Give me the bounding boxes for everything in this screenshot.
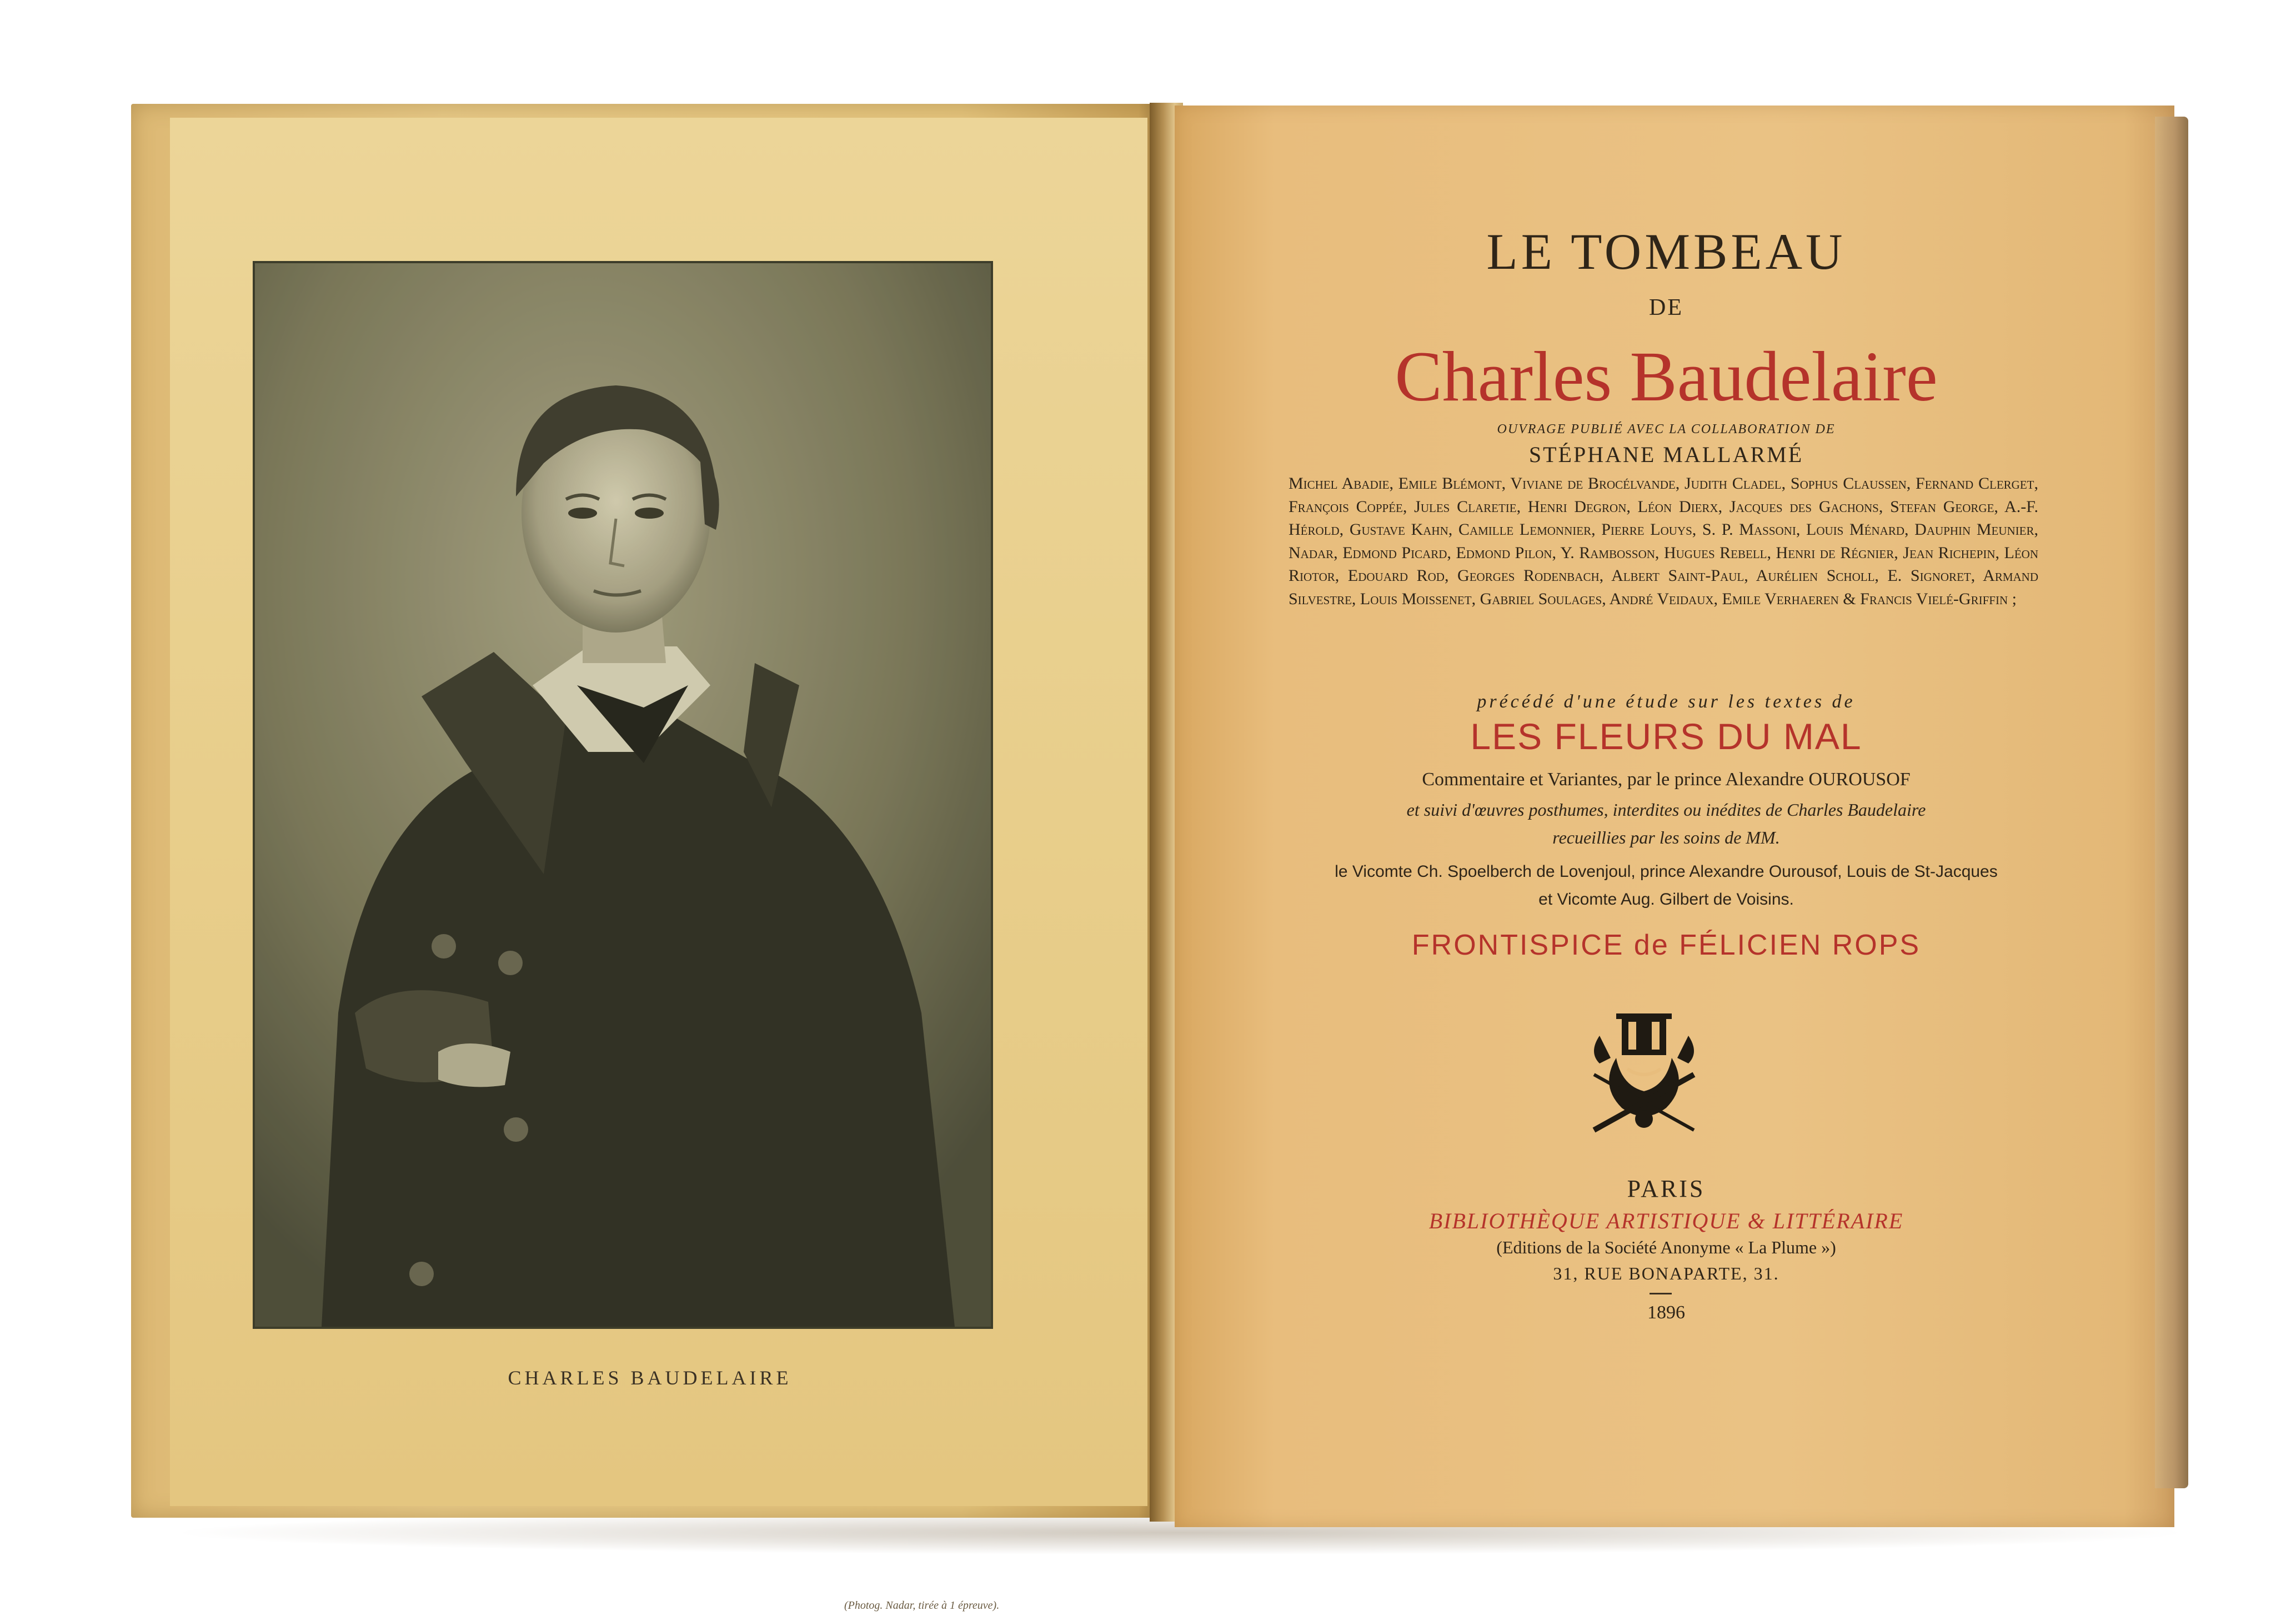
collaborator-name: STÉPHANE MALLARMÉ [1528, 442, 1804, 467]
editors-line-2: et Vicomte Aug. Gilbert de Voisins. [1538, 890, 1794, 909]
title-name: Charles Baudelaire [1395, 337, 1938, 416]
title-line: LE TOMBEAU [1486, 223, 1846, 280]
publication-place: PARIS [1627, 1175, 1706, 1202]
commentaire-line: Commentaire et Variantes, par le prince Alexandre OUROUSOF [1422, 769, 1911, 790]
title-de: DE [1649, 295, 1683, 320]
editors-line-1: le Vicomte Ch. Spoelberch de Lovenjoul, prince Alexandre Ourousof, Louis de St-Jacques [1335, 862, 1998, 881]
publisher-emblem-icon [1577, 1002, 1711, 1141]
publication-year: 1896 [1647, 1302, 1685, 1323]
suivi-line-2: recueillies par les soins de MM. [1552, 827, 1780, 847]
portrait-illustration [255, 263, 991, 1327]
suivi-line-1: et suivi d'œuvres posthumes, interdites ou inédites de Charles Baudelaire [1406, 800, 1926, 820]
publisher-address: 31, RUE BONAPARTE, 31. [1553, 1263, 1779, 1283]
page-edges [2155, 117, 2188, 1488]
editions-line: (Editions de la Société Anonyme « La Plume ») [1496, 1237, 1836, 1257]
contributors-list: Michel Abadie, Emile Blémont, Viviane de Brocélvande, Judith Cladel, Sophus Claussen, Fernand Clerget, François Coppée, Jules Claretie, Henri Degron, Léon Dierx, Jacques des Gachons, Stefan George, A.-F. Hérold, Gustave Kahn, Camille Lemonnier, Pierre Louys, S. P. Massoni, Louis Ménard, Dauphin Meunier, Nadar, Edmond Picard, Edmond Pilon, Y. Rambosson, Hugues Rebell, Henri de Régnier, Jean Richepin, Léon Riotor, Edouard Rod, Georges Rodenbach, Albert Saint-Paul, Aurélien Scholl, E. Signoret, Armand Silvestre, Louis Moissenet, Gabriel Soulages, André Veidaux, Emile Verhaeren & Francis Vielé-Griffin ; [1289, 474, 2038, 608]
divider [1650, 1293, 1672, 1294]
fleurs-du-mal-title: LES FLEURS DU MAL [1470, 716, 1862, 757]
frontispice-line: FRONTISPICE de FÉLICIEN ROPS [1411, 929, 1921, 961]
precede-line: précédé d'une étude sur les textes de [1477, 691, 1856, 712]
publisher-name: BIBLIOTHÈQUE ARTISTIQUE & LITTÉRAIRE [1428, 1208, 1904, 1233]
portrait-photograph [253, 261, 993, 1329]
portrait-caption: CHARLES BAUDELAIRE [508, 1367, 792, 1389]
ouvrage-line: OUVRAGE PUBLIÉ AVEC LA COLLABORATION DE [1497, 422, 1836, 436]
photo-credit: (Photog. Nadar, tirée à 1 épreuve). [844, 1599, 1000, 1612]
